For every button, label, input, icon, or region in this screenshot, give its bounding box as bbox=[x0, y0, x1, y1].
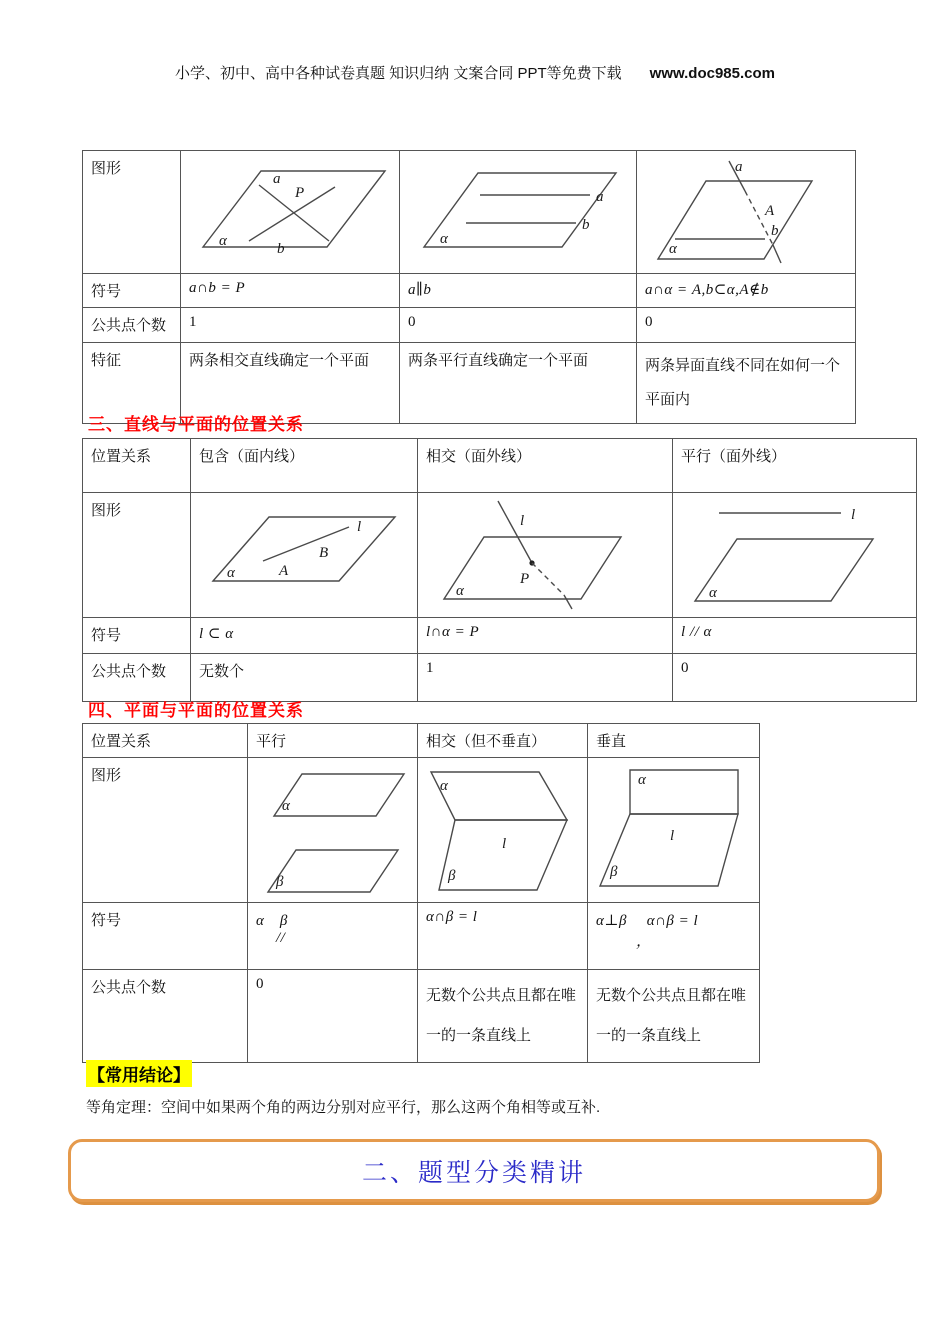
intersecting-lines-diagram bbox=[189, 157, 390, 261]
label-line-l: l bbox=[520, 513, 525, 529]
t1-feature-parallel: 两条平行直线确定一个平面 bbox=[400, 343, 637, 424]
t1-feature-skew: 两条异面直线不同在如何一个平面内 bbox=[637, 343, 856, 424]
t2-diagram-line-parallel-plane bbox=[673, 493, 917, 618]
label-line-b: b bbox=[277, 241, 285, 257]
label-plane-alpha: α bbox=[669, 241, 677, 257]
label-plane-alpha: α bbox=[219, 233, 227, 249]
t2-diagram-line-in-plane bbox=[191, 493, 418, 618]
t3-diagram-perpendicular-planes bbox=[588, 758, 760, 903]
t1-diagram-skew-lines bbox=[637, 151, 856, 274]
t1-row-label-points: 公共点个数 bbox=[83, 308, 181, 343]
label-line-l: l bbox=[851, 507, 856, 523]
label-plane-alpha: α bbox=[709, 585, 717, 601]
t3-points-parallel: 0 bbox=[248, 970, 418, 1063]
intersecting-planes-diagram bbox=[426, 764, 576, 896]
t3-row-label-relation: 位置关系 bbox=[83, 724, 248, 758]
t1-row-label-graph: 图形 bbox=[83, 151, 181, 274]
label-point-P: P bbox=[520, 571, 530, 587]
t2-row-label-graph: 图形 bbox=[83, 493, 191, 618]
table-line-plane-relations bbox=[82, 438, 917, 702]
label-plane-alpha: α bbox=[638, 772, 646, 788]
t3-header-intersect: 相交（但不垂直） bbox=[418, 724, 588, 758]
t3-symbol-perp-line1: α⊥β α∩β = l bbox=[596, 913, 699, 929]
table-line-line-relations bbox=[82, 150, 856, 424]
label-line-l: l bbox=[357, 519, 362, 535]
t3-header-perpendicular: 垂直 bbox=[588, 724, 760, 758]
t3-row-label-symbol: 符号 bbox=[83, 903, 248, 970]
t3-header-parallel: 平行 bbox=[248, 724, 418, 758]
t3-symbol-perp-line2: ， bbox=[636, 934, 652, 950]
t2-header-parallel: 平行（面外线） bbox=[673, 439, 917, 493]
label-plane-alpha: α bbox=[456, 583, 464, 599]
label-line-l: l bbox=[670, 828, 675, 844]
t1-row-label-symbol: 符号 bbox=[83, 274, 181, 308]
label-plane-alpha: α bbox=[440, 778, 448, 794]
section-heading-plane-plane: 四、平面与平面的位置关系 bbox=[88, 701, 304, 720]
label-plane-alpha: α bbox=[282, 798, 290, 814]
t2-points-contained: 无数个 bbox=[191, 654, 418, 702]
section-heading-line-plane: 三、直线与平面的位置关系 bbox=[88, 415, 304, 434]
label-plane-alpha: α bbox=[440, 231, 448, 247]
t1-points-intersect: 1 bbox=[181, 308, 400, 343]
t2-symbol-contained: l ⊂ α bbox=[191, 618, 418, 654]
t2-row-label-relation: 位置关系 bbox=[83, 439, 191, 493]
label-line-a: a bbox=[596, 189, 604, 205]
t3-symbol-intersect: α∩β = l bbox=[418, 903, 588, 970]
t1-symbol-intersect: a∩b = P bbox=[181, 274, 400, 308]
label-line-l: l bbox=[502, 836, 507, 852]
site-url[interactable]: www.doc985.com bbox=[649, 65, 775, 82]
t1-row-label-feature: 特征 bbox=[83, 343, 181, 424]
t2-header-intersect: 相交（面外线） bbox=[418, 439, 673, 493]
t3-symbol-parallel-line2: // bbox=[276, 930, 286, 946]
t1-points-parallel: 0 bbox=[400, 308, 637, 343]
t3-diagram-intersecting-planes bbox=[418, 758, 588, 903]
label-point-A: A bbox=[765, 203, 775, 219]
label-point-P: P bbox=[295, 185, 305, 201]
line-intersect-plane-diagram bbox=[426, 499, 646, 611]
t1-symbol-skew: a∩α = A,b⊂α,A∉b bbox=[637, 274, 856, 308]
t3-points-perpendicular: 无数个公共点且都在唯一的一条直线上 bbox=[588, 970, 760, 1063]
t2-header-contained: 包含（面内线） bbox=[191, 439, 418, 493]
label-line-a: a bbox=[273, 171, 281, 187]
label-line-b: b bbox=[582, 217, 590, 233]
page-header bbox=[0, 62, 950, 83]
t2-points-intersect: 1 bbox=[418, 654, 673, 702]
t3-symbol-parallel bbox=[248, 903, 418, 970]
line-parallel-plane-diagram bbox=[681, 499, 891, 609]
t2-row-label-points: 公共点个数 bbox=[83, 654, 191, 702]
t1-feature-intersect: 两条相交直线确定一个平面 bbox=[181, 343, 400, 424]
label-point-B: B bbox=[319, 545, 329, 561]
label-line-b: b bbox=[771, 223, 779, 239]
label-point-A: A bbox=[279, 563, 289, 579]
t2-diagram-line-intersect-plane bbox=[418, 493, 673, 618]
label-plane-beta: β bbox=[448, 868, 456, 884]
line-in-plane-diagram bbox=[199, 499, 408, 603]
t2-points-parallel: 0 bbox=[673, 654, 917, 702]
parallel-planes-diagram bbox=[256, 764, 408, 896]
t3-symbol-parallel-line1: α β bbox=[256, 913, 288, 929]
t2-symbol-intersect: l∩α = P bbox=[418, 618, 673, 654]
label-plane-alpha: α bbox=[227, 565, 235, 581]
table-plane-plane-relations bbox=[82, 723, 760, 1063]
parallel-lines-diagram bbox=[408, 157, 627, 261]
t3-row-label-points: 公共点个数 bbox=[83, 970, 248, 1063]
t3-points-intersect: 无数个公共点且都在唯一的一条直线上 bbox=[418, 970, 588, 1063]
perpendicular-planes-diagram bbox=[596, 764, 746, 896]
common-conclusion-label: 【常用结论】 bbox=[86, 1060, 192, 1087]
t2-symbol-parallel: l // α bbox=[673, 618, 917, 654]
banner-title: 二、题型分类精讲 bbox=[361, 1159, 586, 1187]
label-plane-beta: β bbox=[610, 864, 618, 880]
section-banner bbox=[68, 1139, 880, 1202]
t1-points-skew: 0 bbox=[637, 308, 856, 343]
t1-symbol-parallel: a∥b bbox=[400, 274, 637, 308]
label-line-a: a bbox=[735, 159, 743, 175]
equal-angle-theorem-text: 等角定理：空间中如果两个角的两边分别对应平行，那么这两个角相等或互补. bbox=[86, 1099, 601, 1116]
t3-diagram-parallel-planes bbox=[248, 758, 418, 903]
t1-diagram-intersecting-lines bbox=[181, 151, 400, 274]
header-text: 小学、初中、高中各种试卷真题 知识归纳 文案合同 PPT等免费下载 bbox=[174, 65, 622, 82]
label-plane-beta: β bbox=[276, 874, 284, 890]
skew-lines-diagram bbox=[645, 157, 846, 267]
t1-diagram-parallel-lines bbox=[400, 151, 637, 274]
t3-row-label-graph: 图形 bbox=[83, 758, 248, 903]
t2-row-label-symbol: 符号 bbox=[83, 618, 191, 654]
t3-symbol-perpendicular bbox=[588, 903, 760, 970]
